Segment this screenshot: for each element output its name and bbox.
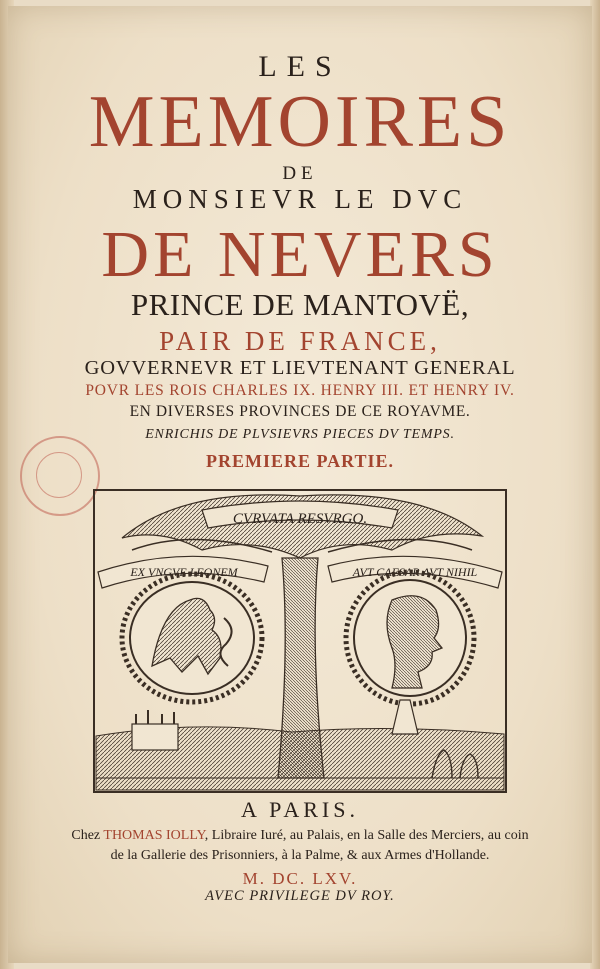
title-gouverneur: GOVVERNEVR ET LIEVTENANT GENERAL [84, 357, 516, 379]
imprint-privilege: AVEC PRIVILEGE DV ROY. [205, 888, 395, 904]
library-stamp [20, 436, 100, 516]
title-prince-de-mantoue: PRINCE DE MANTOVË, [130, 287, 470, 322]
imprint-printer: THOMAS IOLLY [103, 828, 205, 843]
imprint-chez: Chez [71, 828, 104, 843]
motto-right: AVT CAESAR AVT NIHIL [352, 565, 478, 579]
motto-top: CVRVATA RESVRGO. [232, 511, 368, 527]
imprint-city: A PARIS. [240, 797, 359, 822]
imprint-line1 [0, 828, 600, 844]
title-en-diverses-provinces: EN DIVERSES PROVINCES DE CE ROYAVME. [129, 403, 471, 420]
title-enrichis: ENRICHIS DE PLVSIEVRS PIECES DV TEMPS. [145, 427, 455, 442]
title-pour-les-rois: POVR LES ROIS CHARLES IX. HENRY III. ET HENRY IV. [85, 382, 515, 399]
ruins-left [132, 724, 178, 750]
title-les: LES [258, 50, 342, 83]
imprint-line2: de la Gallerie des Prisonniers, à la Palme, & aux Armes d'Hollande. [110, 848, 490, 863]
title-premiere-partie: PREMIERE PARTIE. [205, 451, 395, 471]
title-pair-de-france: PAIR DE FRANCE, [159, 326, 441, 356]
imprint-address: , Libraire Iuré, au Palais, en la Salle des Merciers, au coin [204, 828, 529, 843]
title-de: DE [282, 163, 318, 184]
motto-left: EX VNGVE LEONEM [130, 565, 238, 579]
title-memoires: MEMOIRES [88, 81, 512, 163]
engraved-vignette [92, 488, 508, 794]
title-monsieur-le-duc: MONSIEVR LE DVC [132, 184, 468, 214]
imprint-date: M. DC. LXV. [242, 869, 358, 888]
title-de-nevers: DE NEVERS [101, 218, 499, 291]
